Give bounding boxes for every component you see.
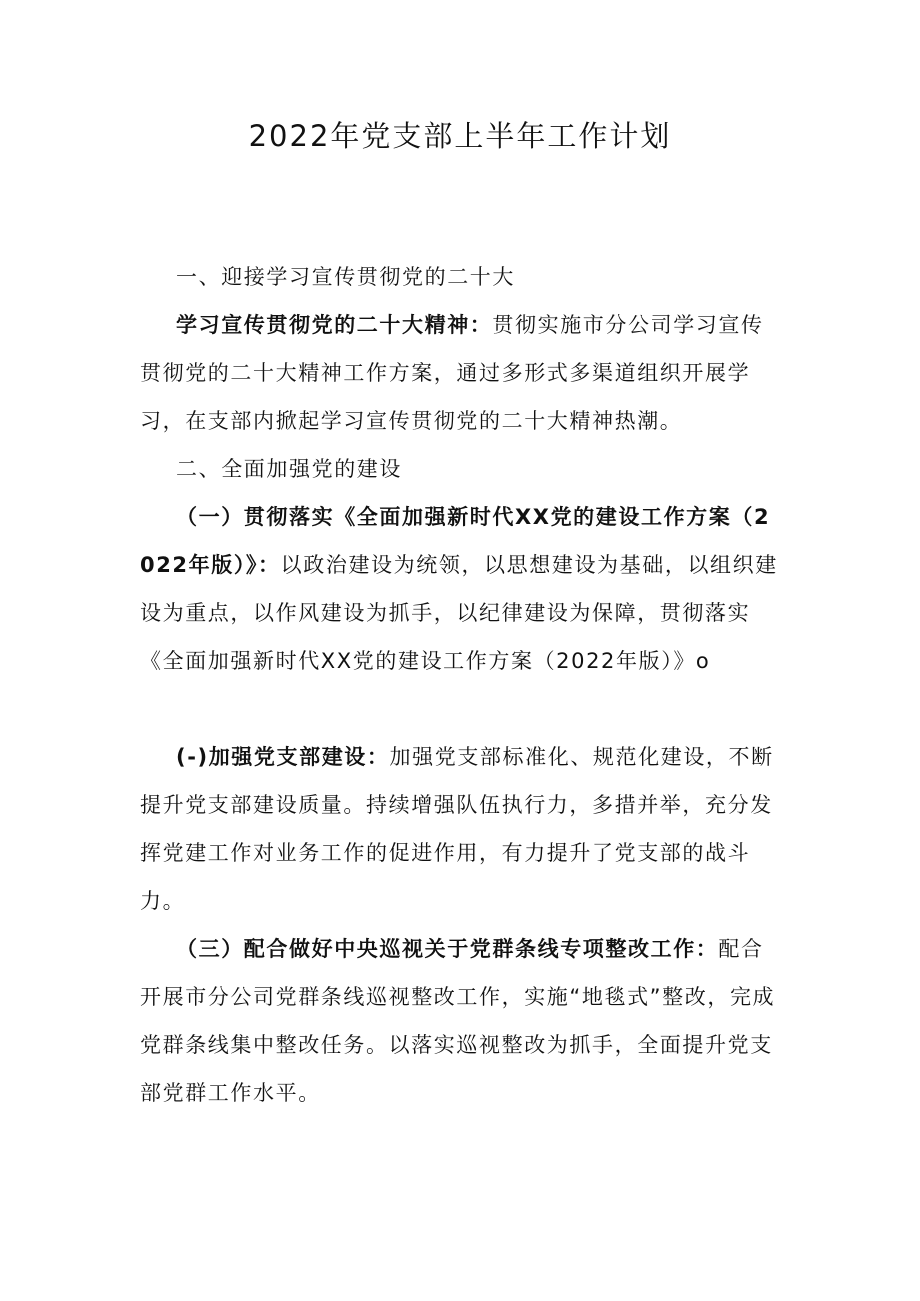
document-title: 2022年党支部上半年工作计划 [248, 119, 672, 153]
paragraph-body: 以政治建设为统领，以思想建设为基础，以组织建设为重点，以作风建设为抓手，以纪律建设为保障，贯彻落实《全面加强新时代XX党的建设工作方案（2022年版）》o [140, 553, 778, 673]
paragraph-body: 加强党支部标准化、规范化建设，不断提升党支部建设质量。持续增强队伍执行力，多措并举，充分发挥党建工作对业务工作的促进作用，有力提升了党支部的战斗力。 [140, 745, 774, 913]
paragraph-study-spirit [140, 301, 780, 445]
section-heading-2: 二、全面加强党的建设 [176, 457, 402, 481]
paragraph-body: 配合开展市分公司党群条线巡视整改工作，实施“地毯式”整改，完成党群条线集中整改任务。以落实巡视整改为抓手，全面提升党支部党群工作水平。 [140, 937, 776, 1105]
paragraph-branch-building [140, 733, 780, 925]
paragraph-lead: 学习宣传贯彻党的二十大精神： [176, 313, 493, 337]
paragraph-lead: (-)加强党支部建设： [176, 745, 390, 769]
paragraph-inspection-rectification [140, 925, 780, 1117]
paragraph-lead: （三）配合做好中央巡视关于党群条线专项整改工作： [176, 937, 719, 961]
paragraph-implement-plan [140, 493, 780, 685]
section-heading-1: 一、迎接学习宣传贯彻党的二十大 [176, 265, 515, 289]
paragraph-lead: （一）贯彻落实《全面加强新时代XX党的建设工作方案（2022年版）》： [140, 505, 771, 577]
paragraph-body: 贯彻实施市分公司学习宣传贯彻党的二十大精神工作方案，通过多形式多渠道组织开展学习，在支部内掀起学习宣传贯彻党的二十大精神热潮。 [140, 313, 764, 433]
